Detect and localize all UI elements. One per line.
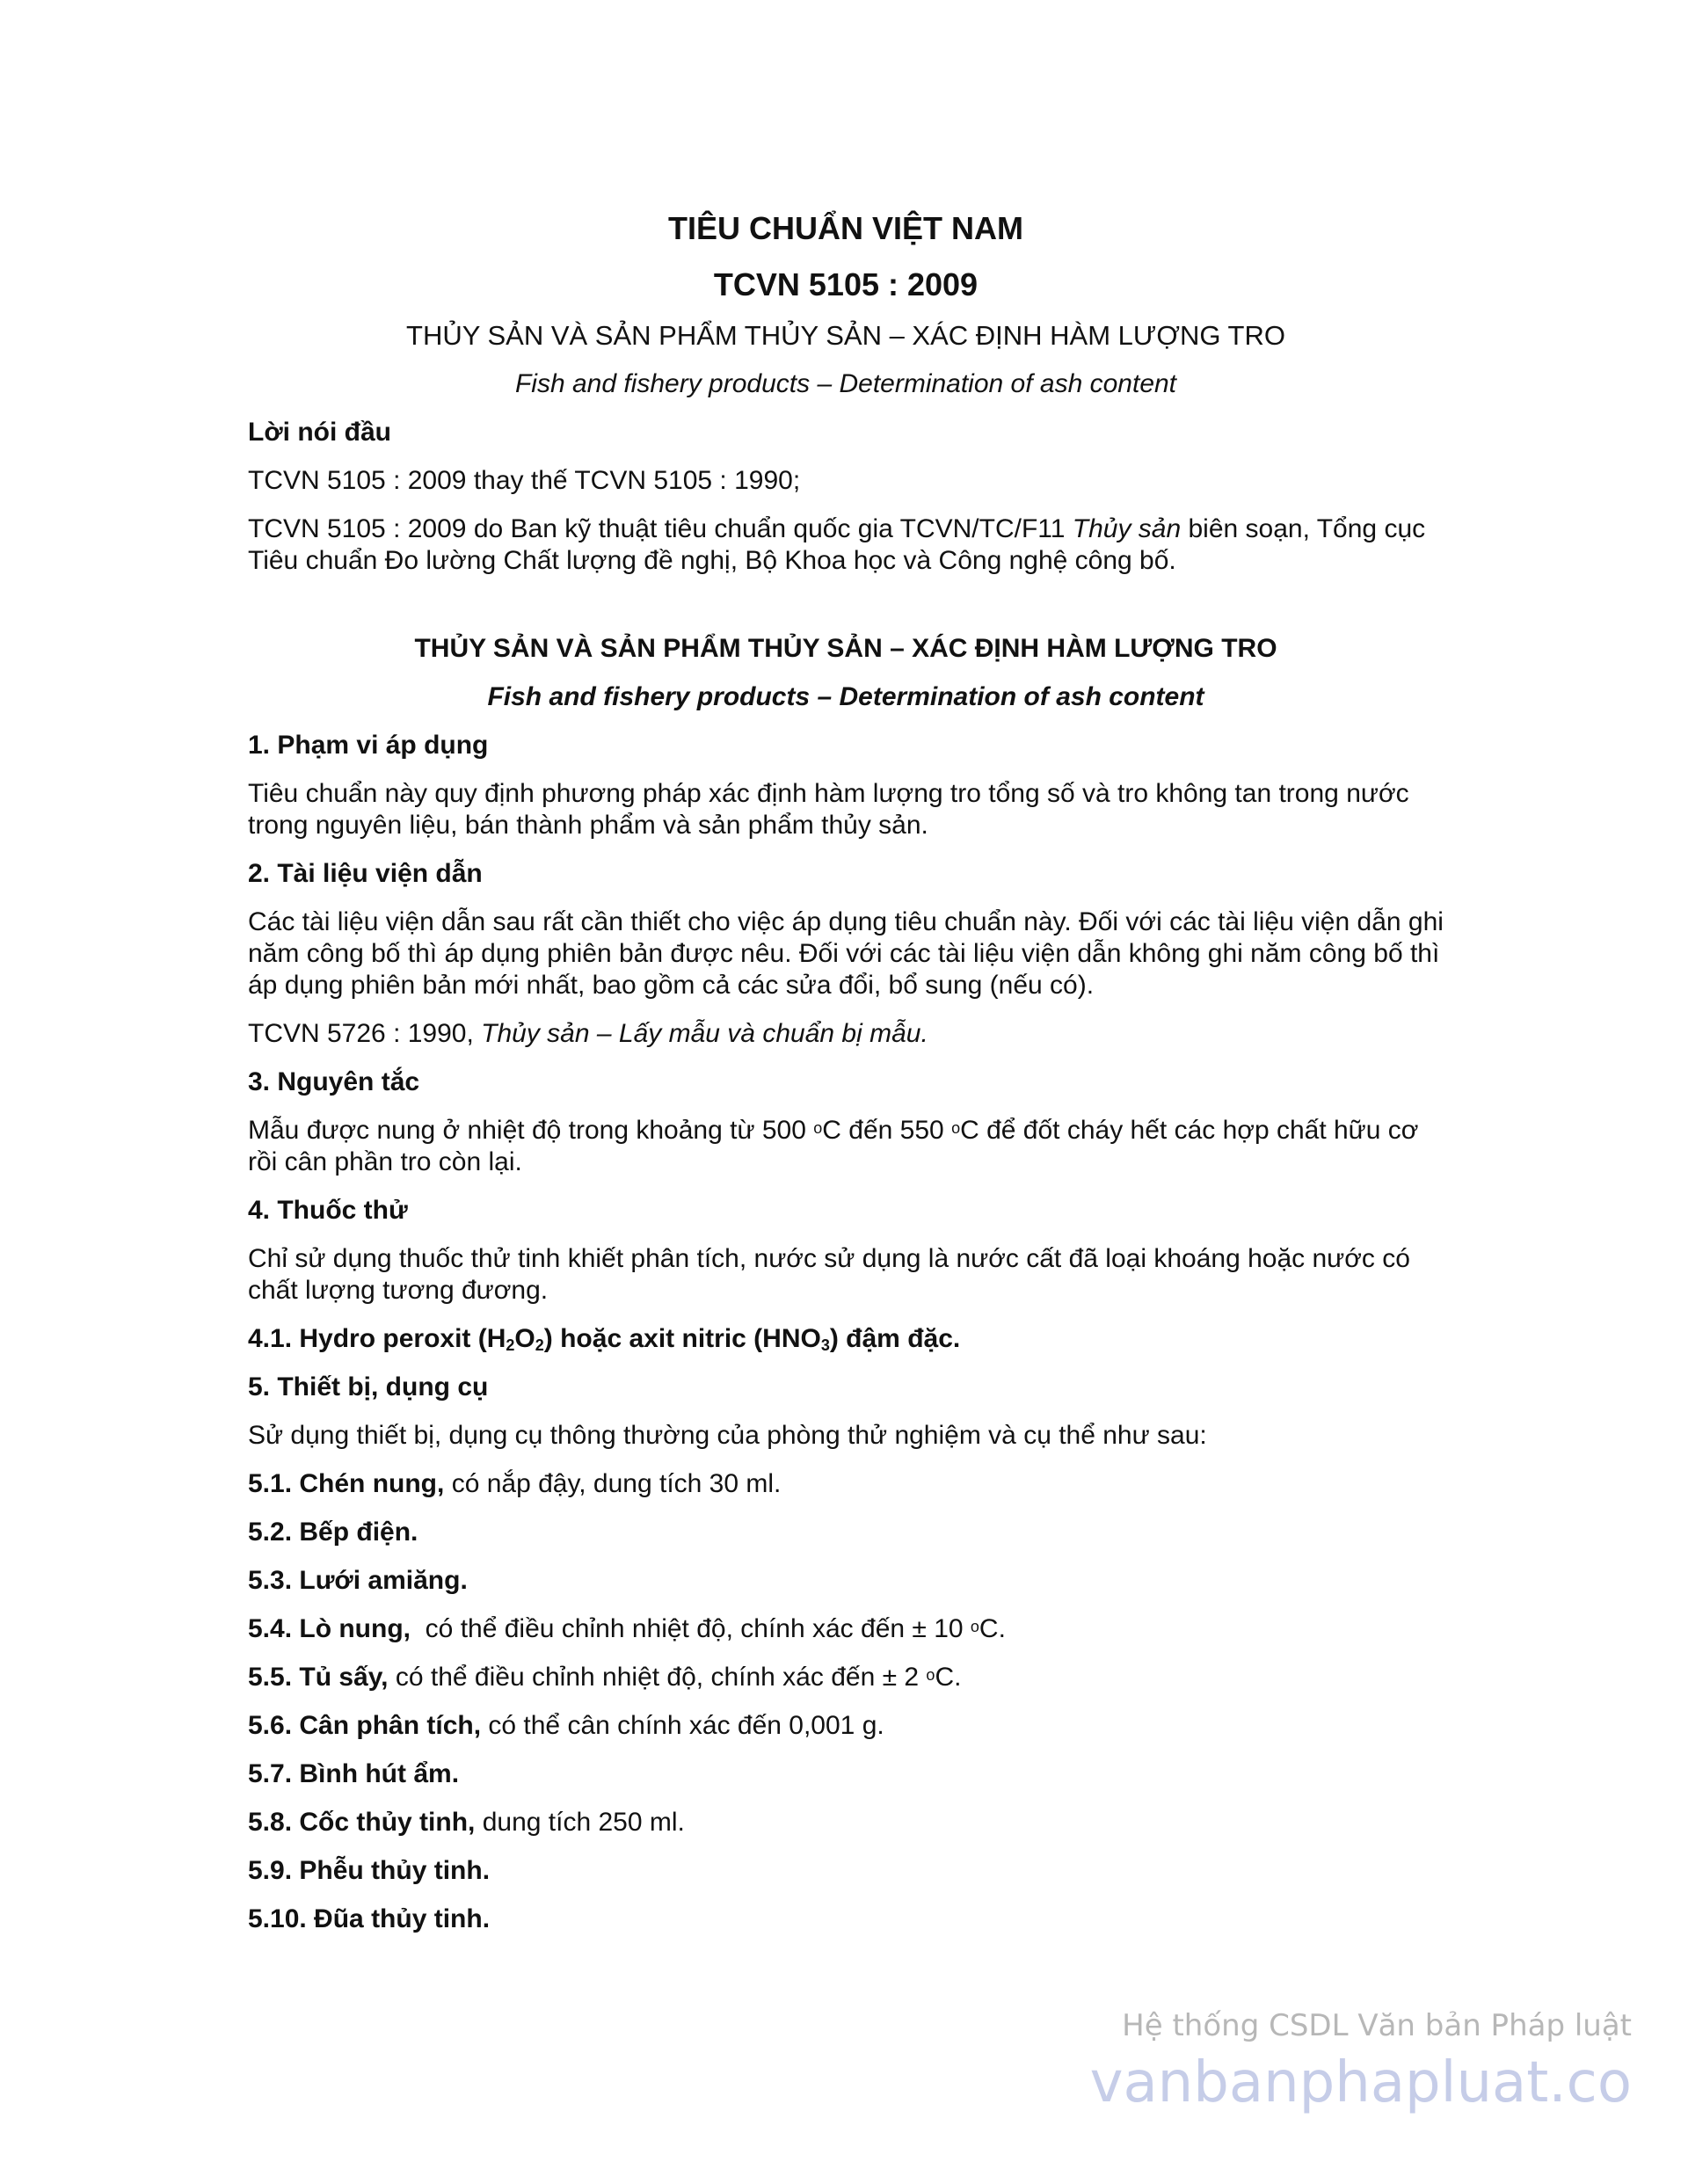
section-5-intro: Sử dụng thiết bị, dụng cụ thông thường của phòng thử nghiệm và cụ thể như sau:	[248, 1421, 1207, 1450]
document-page	[248, 209, 1444, 1935]
subscript: 3	[820, 1336, 830, 1354]
degree-symbol: o	[951, 1119, 961, 1137]
equipment-unit: C.	[979, 1614, 1006, 1643]
subscript: 2	[535, 1336, 544, 1354]
foreword-text: TCVN 5105 : 2009 do Ban kỹ thuật tiêu chuẩn quốc gia TCVN/TC/F11	[248, 514, 1073, 543]
equipment-5-7: 5.7. Bình hút ẩm.	[248, 1759, 460, 1788]
section-5-heading: 5. Thiết bị, dụng cụ	[248, 1372, 489, 1401]
degree-symbol: o	[813, 1119, 823, 1137]
body-title-en: Fish and fishery products – Determination of ash content	[487, 682, 1204, 711]
foreword-paragraph-2	[248, 513, 1444, 577]
section-4-text: Chỉ sử dụng thuốc thử tinh khiết phân tích, nước sử dụng là nước cất đã loại khoáng hoặc nước có chất lượng tương đương.	[248, 1244, 1410, 1305]
equipment-spec: có thể cân chính xác đến 0,001 g.	[481, 1711, 884, 1740]
equipment-name: 5.6. Cân phân tích,	[248, 1711, 482, 1740]
foreword-paragraph-1: TCVN 5105 : 2009 thay thế TCVN 5105 : 1990;	[248, 466, 801, 495]
principle-text: Mẫu được nung ở nhiệt độ trong khoảng từ 500	[248, 1116, 814, 1145]
equipment-name: 5.5. Tủ sấy,	[248, 1663, 389, 1692]
section-4-heading: 4. Thuốc thử	[248, 1196, 408, 1225]
equipment-name: 5.8. Cốc thủy tinh,	[248, 1808, 476, 1837]
reagent-4-1	[248, 1323, 1444, 1355]
section-2-heading: 2. Tài liệu viện dẫn	[248, 859, 483, 888]
foreword-text: biên soạn, Tổng cục Tiêu chuẩn Đo lường Chất lượng đề nghị, Bộ Khoa học và Công nghệ công bố.	[248, 514, 1426, 575]
reference-title: Thủy sản – Lấy mẫu và chuẩn bị mẫu.	[481, 1019, 928, 1048]
equipment-5-1	[248, 1468, 1444, 1500]
reagent-text: 4.1. Hydro peroxit (H	[248, 1324, 506, 1353]
equipment-5-8	[248, 1807, 1444, 1838]
standard-code: TCVN 5105 : 2009	[713, 266, 979, 302]
equipment-spec: có nắp đậy, dung tích 30 ml.	[444, 1469, 782, 1498]
degree-symbol: o	[970, 1618, 979, 1635]
section-1-heading: 1. Phạm vi áp dụng	[248, 731, 489, 760]
equipment-spec: dung tích 250 ml.	[475, 1808, 685, 1837]
equipment-5-4	[248, 1613, 1444, 1645]
equipment-spec: có thể điều chỉnh nhiệt độ, chính xác đến ± 2	[388, 1663, 927, 1692]
subscript: 2	[506, 1336, 515, 1354]
foreword-heading: Lời nói đầu	[248, 418, 391, 447]
document-title: TIÊU CHUẨN VIỆT NAM	[668, 210, 1023, 246]
principle-text: C để đốt cháy hết các hợp chất hữu cơ rồi cân phần tro còn lại.	[248, 1116, 1419, 1176]
equipment-5-6	[248, 1710, 1444, 1742]
equipment-5-5	[248, 1662, 1444, 1693]
equipment-5-2: 5.2. Bếp điện.	[248, 1518, 418, 1547]
reference-code: TCVN 5726 : 1990,	[248, 1019, 482, 1048]
equipment-spec: có thể điều chỉnh nhiệt độ, chính xác đến ± 10	[411, 1614, 971, 1643]
body-title-vi: THỦY SẢN VÀ SẢN PHẨM THỦY SẢN – XÁC ĐỊNH HÀM LƯỢNG TRO	[414, 634, 1277, 663]
section-3-heading: 3. Nguyên tắc	[248, 1067, 420, 1096]
section-2-text: Các tài liệu viện dẫn sau rất cần thiết cho việc áp dụng tiêu chuẩn này. Đối với các tài liệu viện dẫn ghi năm công bố thì áp dụng phiên bản được nêu. Đối với các tài liệu viện dẫn không ghi năm công bố thì áp dụng phiên bản mới nhất, bao gồm cả các sửa đổi, bổ sung (nếu có).	[248, 907, 1444, 1000]
reagent-text: ) đậm đặc.	[829, 1324, 961, 1353]
watermark-line-2: vanbanphapluat.co	[1089, 2050, 1632, 2115]
section-1-text: Tiêu chuẩn này quy định phương pháp xác định hàm lượng tro tổng số và tro không tan trong nước trong nguyên liệu, bán thành phẩm và sản phẩm thủy sản.	[248, 779, 1409, 840]
reagent-text: ) hoặc axit nitric (HNO	[543, 1324, 821, 1353]
committee-name: Thủy sản	[1072, 514, 1182, 543]
section-2-reference	[248, 1018, 1444, 1050]
equipment-5-10: 5.10. Đũa thủy tinh.	[248, 1904, 491, 1933]
equipment-unit: C.	[935, 1663, 962, 1692]
standard-title-vi: THỦY SẢN VÀ SẢN PHẨM THỦY SẢN – XÁC ĐỊNH HÀM LƯỢNG TRO	[406, 320, 1285, 351]
reagent-text: O	[514, 1324, 535, 1353]
principle-text: C đến 550	[822, 1116, 952, 1145]
standard-title-en: Fish and fishery products – Determination of ash content	[514, 369, 1177, 398]
equipment-name: 5.4. Lò nung,	[248, 1614, 411, 1643]
equipment-5-9: 5.9. Phễu thủy tinh.	[248, 1856, 491, 1885]
section-3-text	[248, 1115, 1444, 1178]
degree-symbol: o	[926, 1666, 935, 1684]
equipment-name: 5.1. Chén nung,	[248, 1469, 445, 1498]
equipment-5-3: 5.3. Lưới amiăng.	[248, 1566, 468, 1595]
watermark-line-1: Hệ thống CSDL Văn bản Pháp luật	[1122, 2008, 1632, 2043]
